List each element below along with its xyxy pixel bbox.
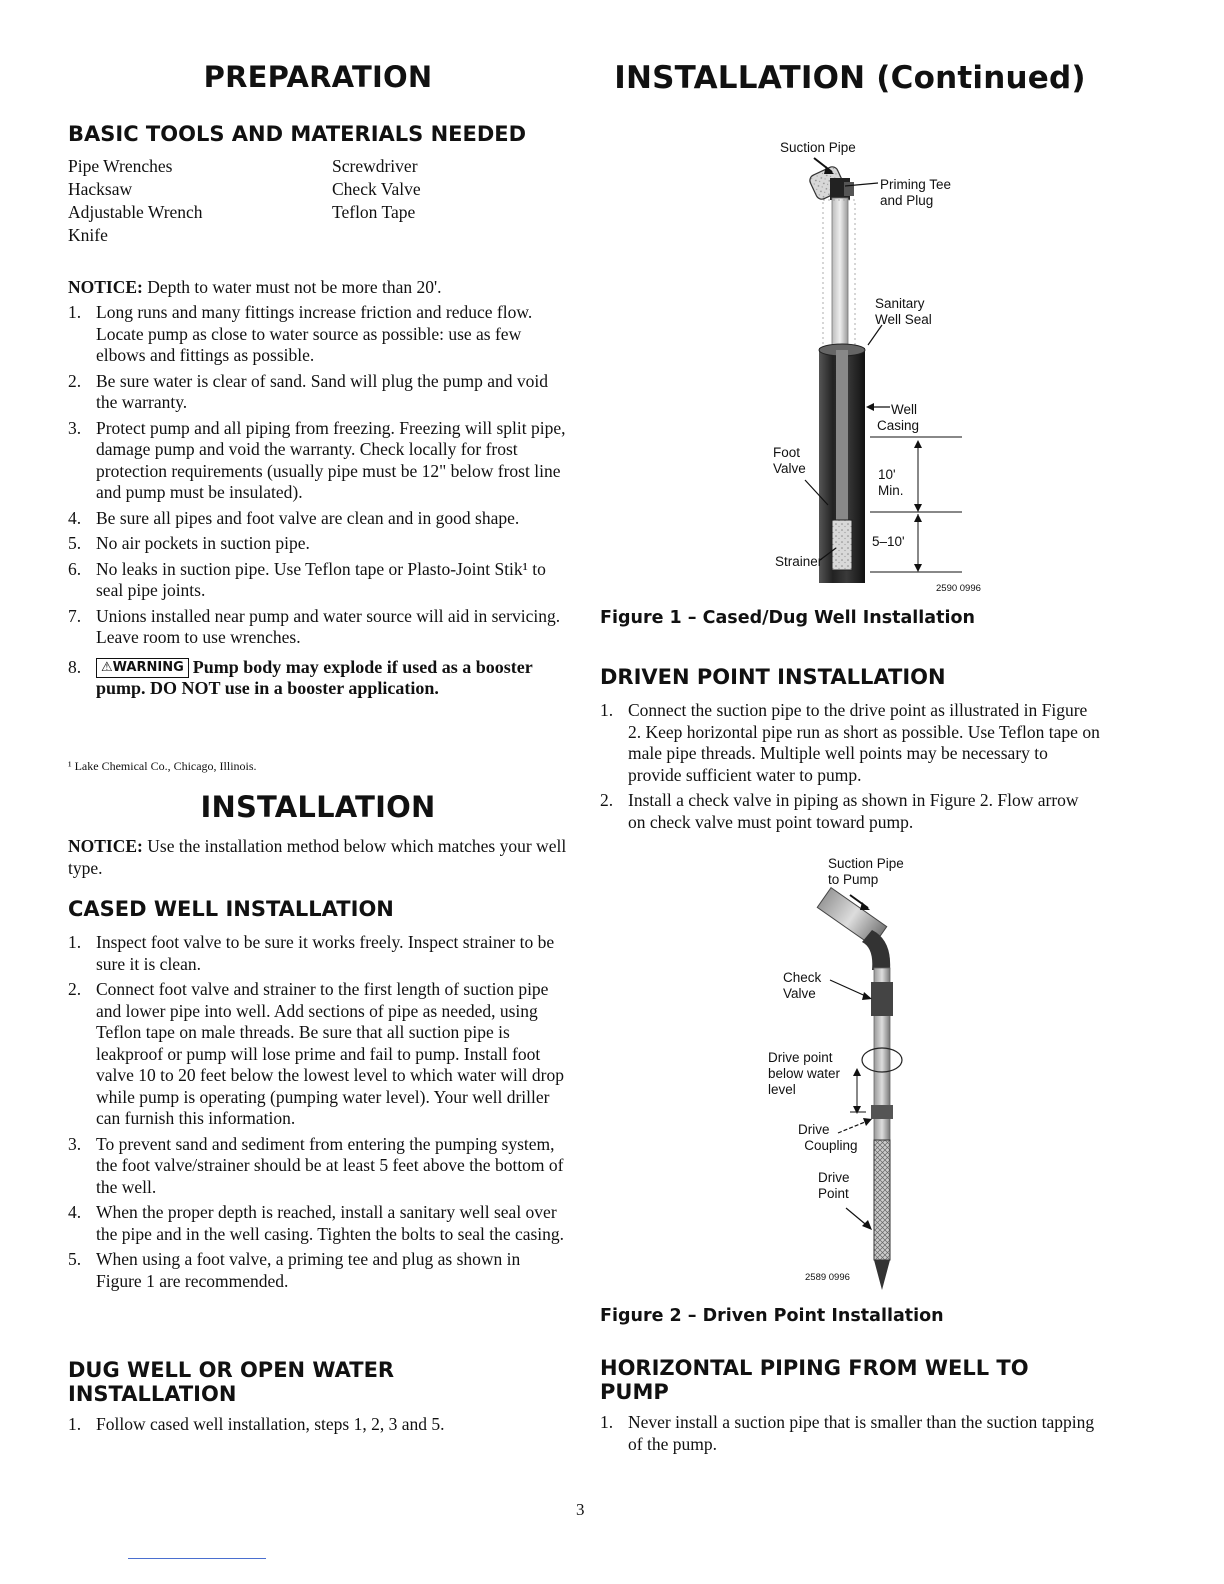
list-item	[68, 371, 568, 414]
figure-1-caption: Figure 1 – Cased/Dug Well Installation	[600, 608, 975, 628]
check-valve-icon	[871, 982, 893, 1016]
tool-item: Check Valve	[332, 179, 421, 199]
figure-2-label-check-valve	[783, 970, 821, 1002]
step-text: When using a foot valve, a priming tee and plug as shown in Figure 1 are recommended.	[96, 1249, 521, 1291]
warning-text: Pump body may explode if used as a booster pump. DO NOT use in a booster application.	[96, 656, 533, 698]
strainer-icon	[832, 520, 852, 570]
cased-well-heading: CASED WELL INSTALLATION	[68, 897, 394, 921]
heading-line: INSTALLATION	[68, 1382, 237, 1406]
label-line: below water	[768, 1066, 841, 1081]
list-item	[68, 932, 568, 975]
preparation-steps	[68, 302, 568, 704]
figure-1-label-priming-tee	[880, 177, 951, 209]
figure-1-label-well-casing	[877, 402, 920, 434]
figure-1-label-strainer: Strainer	[775, 554, 823, 569]
heading-line: DUG WELL OR OPEN WATER	[68, 1358, 395, 1382]
label-line: Sanitary	[875, 296, 925, 311]
figure-1-code: 2590 0996	[936, 583, 981, 594]
step-number: 5.	[68, 1249, 82, 1269]
label-line: Min.	[878, 483, 904, 498]
label-line: Valve	[773, 461, 806, 476]
step-text: Inspect foot valve to be sure it works freely. Inspect strainer to be sure it is clean.	[96, 932, 555, 974]
step-number: 4.	[68, 507, 82, 528]
list-item	[600, 1412, 1100, 1455]
cased-well-steps	[68, 932, 568, 1296]
suction-pipe-icon	[832, 198, 848, 368]
figure-2-label-drive-point-level	[768, 1050, 840, 1098]
label-line: Suction Pipe	[828, 856, 904, 871]
heading-line: PUMP	[600, 1380, 669, 1404]
installation-title: INSTALLATION	[200, 790, 436, 824]
step-number: 5.	[68, 533, 82, 553]
figure-2-label-suction-pipe	[828, 856, 904, 888]
tool-item: Adjustable Wrench	[68, 202, 203, 222]
preparation-notice	[68, 277, 568, 299]
figure-1-label-ten-min	[878, 467, 904, 499]
figure-1-label-sanitary-seal	[875, 296, 932, 328]
tools-list	[68, 155, 568, 251]
step-number: 2.	[68, 979, 82, 999]
figure-2-illustration	[600, 850, 1100, 1300]
label-line: Priming Tee	[880, 177, 952, 192]
figure-2-code: 2589 0996	[805, 1272, 850, 1283]
step-text: Unions installed near pump and water source will aid in servicing. Leave room to use wrenches.	[96, 605, 561, 647]
step-text: Protect pump and all piping from freezing. Freezing will split pipe, damage pump and void the warranty. Check locally for frost protection requirements (usually pipe must be 12" below frost line and pump must be insulated).	[96, 417, 566, 502]
drive-point-icon	[874, 1140, 890, 1260]
label-line: Drive point	[768, 1050, 833, 1065]
step-number: 2.	[68, 370, 82, 391]
list-item	[600, 700, 1100, 786]
step-number: 7.	[68, 605, 82, 626]
list-item	[68, 606, 568, 649]
step-number: 1.	[68, 1414, 82, 1434]
figure-1	[600, 0, 1100, 640]
label-line: Drive	[818, 1170, 850, 1185]
tool-item: Hacksaw	[68, 179, 133, 199]
list-item	[68, 1249, 568, 1292]
installation-continued-title: INSTALLATION (Continued)	[614, 60, 1086, 96]
step-number: 3.	[68, 1133, 82, 1154]
figure-2-label-drive-point	[818, 1170, 850, 1202]
label-line: level	[768, 1082, 796, 1097]
step-text: To prevent sand and sediment from entering the pumping system, the foot valve/strainer should be at least 5 feet above the bottom of the well.	[96, 1133, 564, 1197]
label-line: Well Seal	[875, 312, 932, 327]
label-line: 10'	[878, 467, 896, 482]
heading-line: HORIZONTAL PIPING FROM WELL TO	[600, 1356, 1029, 1380]
step-number: 3.	[68, 417, 82, 438]
list-item	[68, 1134, 568, 1199]
preparation-title: PREPARATION	[203, 60, 433, 94]
list-item	[68, 418, 568, 504]
bottom-rule	[128, 1558, 266, 1559]
step-number: 1.	[600, 1412, 614, 1432]
dug-well-heading	[68, 1358, 394, 1406]
step-text: No leaks in suction pipe. Use Teflon tape or Plasto-Joint Stik¹ to seal pipe joints.	[96, 558, 546, 600]
step-text: When the proper depth is reached, install a sanitary well seal over the pipe and in the well casing. Tighten the bolts to seal the casing.	[96, 1202, 565, 1244]
list-item	[600, 790, 1100, 833]
tools-column-2	[332, 155, 532, 224]
step-text: Install a check valve in piping as shown in Figure 2. Flow arrow on check valve must point toward pump.	[628, 790, 1079, 832]
warning-badge: ⚠WARNING	[96, 658, 189, 678]
step-number: 4.	[68, 1202, 82, 1222]
figure-2	[600, 850, 1100, 1300]
step-number: 1.	[68, 932, 82, 952]
label-line: Well	[891, 402, 918, 417]
figure-1-label-suction-pipe: Suction Pipe	[780, 140, 856, 155]
step-number: 2.	[600, 790, 614, 810]
figure-1-label-five-ten: 5–10'	[872, 534, 905, 549]
step-text: Long runs and many fittings increase friction and reduce flow. Locate pump as close to water source as possible: use as few elbows and fittings as possible.	[96, 302, 533, 365]
list-item	[68, 302, 568, 367]
horizontal-piping-heading	[600, 1356, 1029, 1404]
page-number: 3	[576, 1500, 585, 1519]
step-text: Connect the suction pipe to the drive point as illustrated in Figure 2. Keep horizontal pipe run as short as possible. Use Teflon tape on male pipe threads. Multiple well points may be necessary to provide sufficient water to pump.	[628, 700, 1100, 785]
list-item	[68, 508, 568, 530]
list-item	[68, 533, 568, 555]
footnote: ¹ Lake Chemical Co., Chicago, Illinois.	[68, 759, 257, 773]
step-text: Follow cased well installation, steps 1, 2, 3 and 5.	[96, 1414, 445, 1434]
figure-2-label-drive-coupling	[798, 1122, 858, 1154]
list-item	[68, 559, 568, 602]
list-item	[68, 1414, 568, 1436]
label-line: Foot	[773, 445, 801, 460]
tool-item: Screwdriver	[332, 156, 418, 176]
dug-well-steps	[68, 1414, 568, 1440]
label-line: Coupling	[804, 1138, 858, 1153]
tools-column-1	[68, 155, 328, 247]
label-line: Drive	[798, 1122, 830, 1137]
warning-item	[68, 657, 568, 700]
list-item	[68, 979, 568, 1130]
step-text: Connect foot valve and strainer to the first length of suction pipe and lower pipe into well. Add sections of pipe as needed, using Teflon tape on male threads. Be sure that all suction pipe is leakproof or pump will lose prime and fail to pump. Install foot valve 10 to 20 feet below the lowest level to which water will drop while pump is operating (pumping water level). Your well driller can furnish this information.	[96, 979, 564, 1128]
notice-label: NOTICE:	[68, 836, 143, 856]
installation-notice	[68, 836, 568, 879]
figure-1-label-foot-valve	[773, 445, 806, 477]
figure-1-illustration	[600, 0, 1100, 640]
step-text: Be sure all pipes and foot valve are clean and in good shape.	[96, 507, 520, 528]
label-line: and Plug	[880, 193, 934, 208]
tool-item: Pipe Wrenches	[68, 156, 173, 176]
step-number: 1.	[68, 302, 82, 322]
suction-pipe-icon	[817, 888, 890, 970]
notice-text: Depth to water must not be more than 20'.	[142, 277, 442, 297]
step-text: Be sure water is clear of sand. Sand will plug the pump and void the warranty.	[96, 370, 548, 412]
label-line: Valve	[783, 986, 816, 1001]
horizontal-piping-steps	[600, 1412, 1100, 1459]
step-number: 8.	[68, 656, 82, 677]
tool-item: Knife	[68, 225, 108, 245]
label-line: Point	[818, 1186, 849, 1201]
step-number: 6.	[68, 558, 82, 579]
notice-label: NOTICE:	[68, 277, 143, 297]
list-item	[68, 1202, 568, 1245]
figure-2-caption: Figure 2 – Driven Point Installation	[600, 1306, 944, 1326]
step-text: Never install a suction pipe that is smaller than the suction tapping of the pump.	[628, 1412, 1095, 1454]
driven-point-heading: DRIVEN POINT INSTALLATION	[600, 665, 946, 689]
label-line: Check	[783, 970, 822, 985]
step-text: No air pockets in suction pipe.	[96, 533, 310, 553]
tool-item: Teflon Tape	[332, 202, 416, 222]
notice-text: Use the installation method below which matches your well type.	[68, 836, 567, 878]
step-number: 1.	[600, 700, 614, 720]
driven-point-steps	[600, 700, 1100, 837]
label-line: to Pump	[828, 872, 879, 887]
label-line: Casing	[877, 418, 920, 433]
tools-heading: BASIC TOOLS AND MATERIALS NEEDED	[68, 122, 527, 146]
